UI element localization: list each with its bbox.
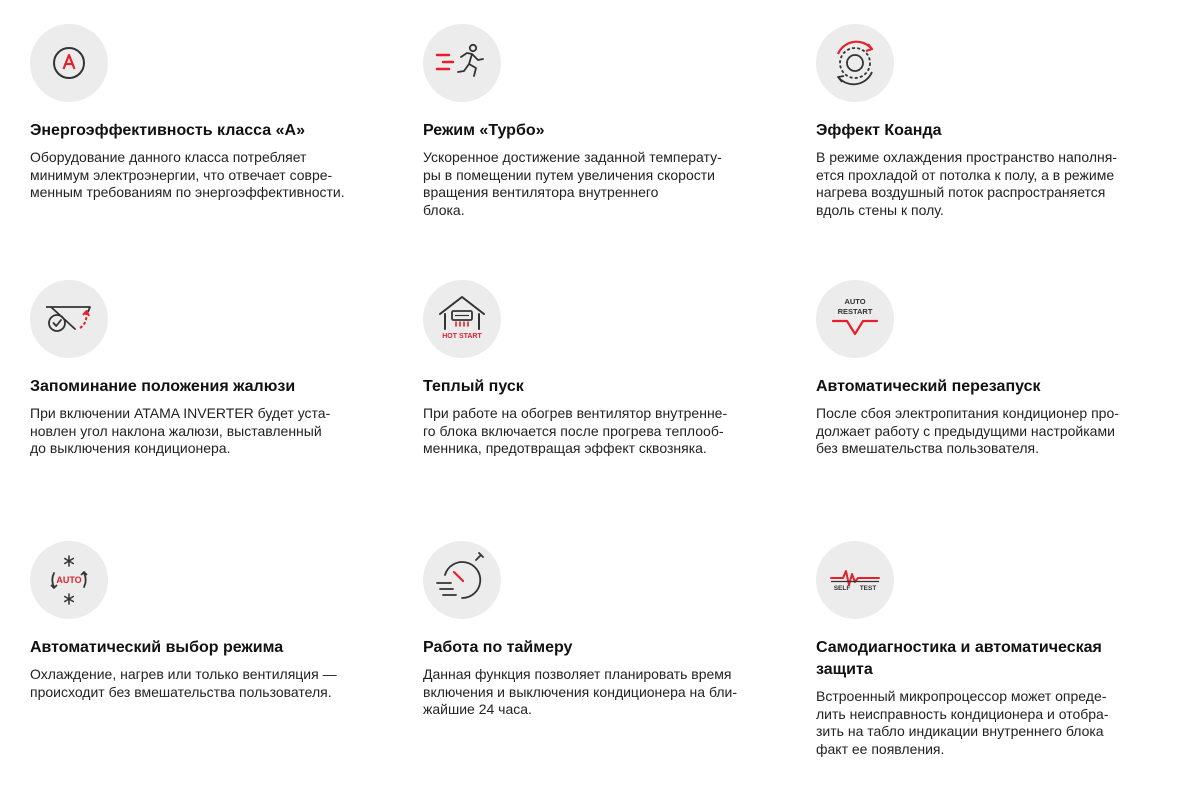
- feature-description: При работе на обогрев вентилятор внутренне- го блока включается после прогрева теплооб- менника, предотвращая эффект сквозняка.: [423, 405, 728, 456]
- feature-description: Ускоренное достижение заданной температу- ры в помещении путем увеличения скорости вращения вентилятора внутреннего блока.: [423, 149, 722, 218]
- feature-auto-mode: [30, 541, 400, 721]
- self-test-icon: [816, 541, 894, 619]
- feature-description: Данная функция позволяет планировать время включения и выключения кондиционера на бли- жайшие 24 часа.: [423, 666, 737, 717]
- feature-description: Охлаждение, нагрев или только вентиляция — происходит без вмешательства пользователя.: [30, 666, 337, 700]
- feature-title: Эффект Коанда: [816, 122, 942, 139]
- feature-title: Режим «Турбо»: [423, 122, 545, 139]
- feature-title: Самодиагностика и автоматическая защита: [816, 639, 1102, 678]
- feature-title: Энергоэффективность класса «А»: [30, 122, 305, 139]
- auto-mode-icon-label: AUTO: [56, 575, 82, 585]
- feature-title: Запоминание положения жалюзи: [30, 378, 296, 395]
- energy-class-a-icon: [30, 24, 108, 102]
- feature-description: В режиме охлаждения пространство наполня- ется прохладой от потолка к полу, а в режиме нагрева воздушный поток распространяется вдоль стены к полу.: [816, 149, 1118, 218]
- timer-icon: [423, 541, 501, 619]
- louver-memory-icon: [30, 280, 108, 358]
- feature-louver-memory: [30, 280, 400, 460]
- feature-title: Теплый пуск: [423, 378, 524, 395]
- feature-title: Автоматический перезапуск: [816, 378, 1041, 395]
- feature-title: Автоматический выбор режима: [30, 639, 284, 656]
- feature-title: Работа по таймеру: [423, 639, 573, 656]
- feature-description: Встроенный микропроцессор может опреде- лить неисправность кондиционера и отобра- зить на табло индикации внутреннего блока факт ее появления.: [816, 688, 1109, 757]
- coanda-effect-icon: [816, 24, 894, 102]
- feature-timer: [423, 541, 793, 721]
- feature-description: При включении ATAMA INVERTER будет уста- новлен угол наклона жалюзи, выставленный до выключения кондиционера.: [30, 405, 331, 456]
- hot-start-icon: [423, 280, 501, 358]
- feature-description: После сбоя электропитания кондиционер про- должает работу с предыдущими настройками без вмешательства пользователя.: [816, 405, 1119, 456]
- auto-restart-icon: [816, 280, 894, 358]
- feature-hot-start: [423, 280, 793, 460]
- auto-restart-icon-label-2: RESTART: [837, 307, 873, 316]
- feature-coanda-effect: [816, 24, 1186, 224]
- auto-mode-icon: [30, 541, 108, 619]
- auto-restart-icon-label-1: AUTO: [844, 297, 866, 306]
- feature-energy-class: [30, 24, 400, 204]
- feature-self-diagnostics: [816, 541, 1186, 771]
- feature-turbo-mode: [423, 24, 793, 224]
- feature-description: Оборудование данного класса потребляет минимум электроэнергии, что отвечает совре- менным требованиям по энергоэффективности.: [30, 149, 345, 200]
- self-test-icon-label-1: SELF: [833, 585, 851, 592]
- hot-start-icon-label: HOT START: [442, 333, 482, 340]
- feature-auto-restart: [816, 280, 1186, 460]
- self-test-icon-label-2: TEST: [859, 585, 877, 592]
- turbo-runner-icon: [423, 24, 501, 102]
